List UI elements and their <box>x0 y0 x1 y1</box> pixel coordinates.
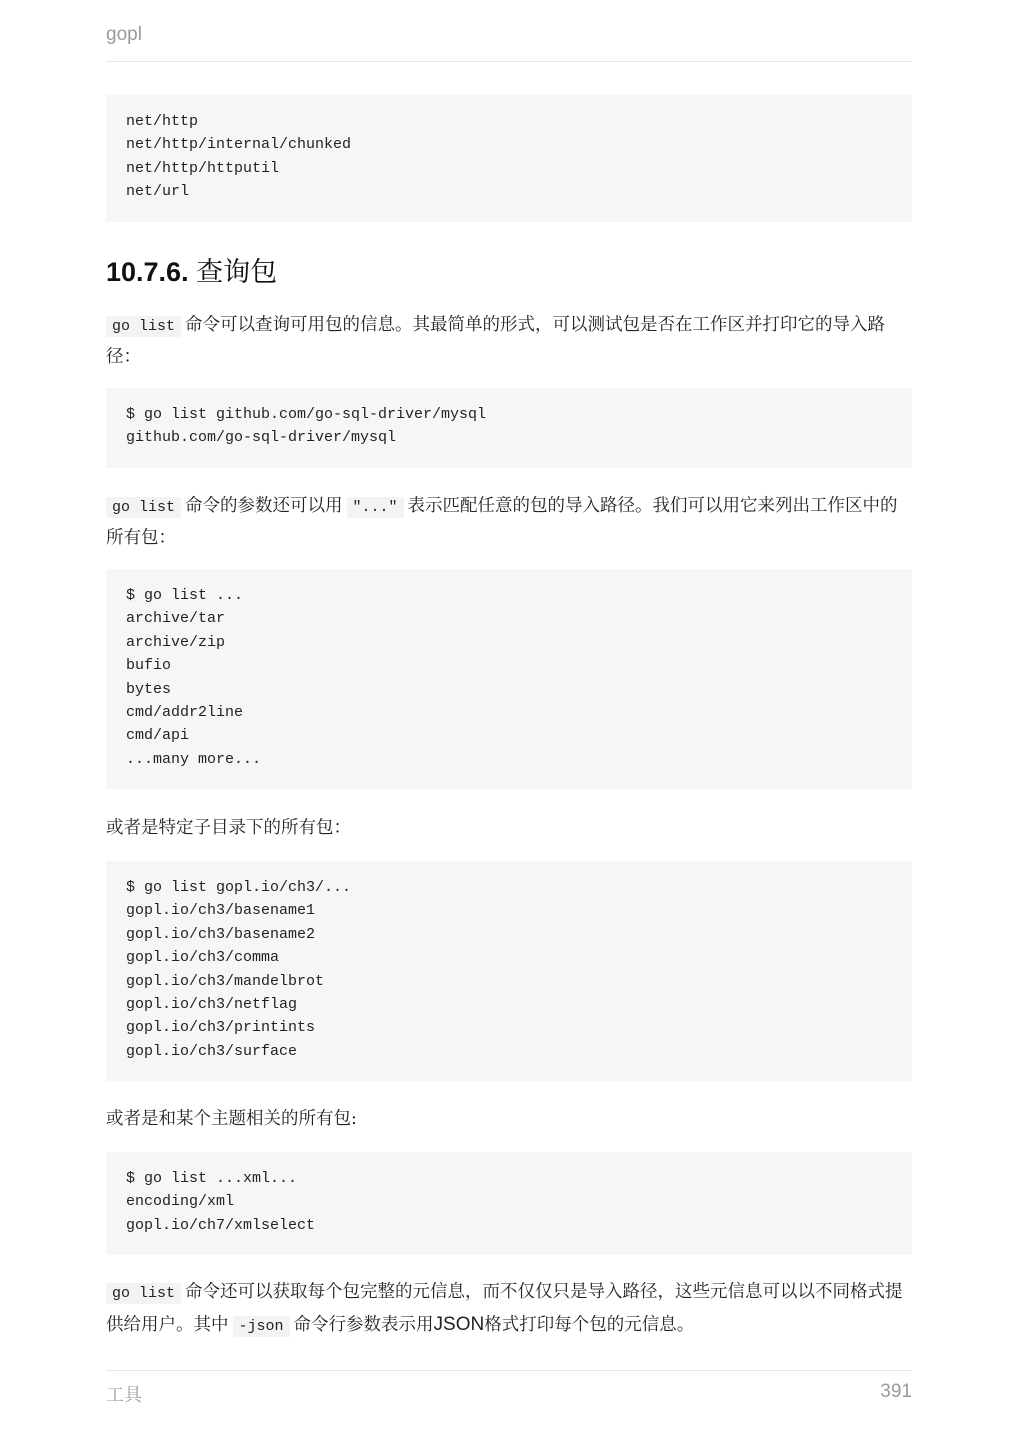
paragraph-subdirectory <box>106 813 912 844</box>
code-line: cmd/addr2line <box>126 703 244 721</box>
code-line: net/url <box>126 183 190 201</box>
code-line: gopl.io/ch7/xmlselect <box>126 1216 316 1234</box>
inline-code: go list <box>106 497 181 518</box>
paragraph-wildcard <box>106 491 912 554</box>
paragraph-text: 或者是特定子目录下的所有包： <box>106 818 351 838</box>
code-line: ...many more... <box>126 750 262 768</box>
code-block-package-list <box>106 95 912 222</box>
paragraph-text: 命令可以查询可用包的信息。其最简单的形式，可以测试包是否在工作区并打印它的导入路径： <box>106 315 886 367</box>
code-line: net/http/httputil <box>126 159 280 177</box>
code-line: archive/zip <box>126 633 226 651</box>
paragraph-text: 命令还可以获取每个包完整的元信息，而不仅仅只是导入路径，这些元信息可以以不同格式提供给用户。其中 <box>106 1282 903 1335</box>
paragraph-topic <box>106 1104 912 1135</box>
code-line: net/http/internal/chunked <box>126 136 352 154</box>
inline-code: "..." <box>347 497 404 518</box>
code-line: gopl.io/ch3/mandelbrot <box>126 972 325 990</box>
inline-code: go list <box>106 316 181 337</box>
code-line: $ go list gopl.io/ch3/... <box>126 879 352 896</box>
code-line: gopl.io/ch3/surface <box>126 1042 298 1060</box>
code-block-xml <box>106 1152 912 1255</box>
paragraph-metadata <box>106 1277 912 1342</box>
code-line: gopl.io/ch3/netflag <box>126 995 298 1013</box>
paragraph-text-latin: JSON <box>433 1314 485 1335</box>
code-line: archive/tar <box>126 610 226 628</box>
code-line: net/http <box>126 113 199 130</box>
code-block-all-packages <box>106 569 912 789</box>
code-line: gopl.io/ch3/basename2 <box>126 925 316 943</box>
running-header <box>106 24 912 62</box>
code-line: bytes <box>126 680 172 698</box>
code-block-ch3 <box>106 861 912 1081</box>
code-line: encoding/xml <box>126 1193 235 1211</box>
code-line: $ go list ... <box>126 587 244 604</box>
inline-code: go list <box>106 1283 181 1304</box>
code-line: $ go list github.com/go-sql-driver/mysql <box>126 406 487 423</box>
code-line: github.com/go-sql-driver/mysql <box>126 429 397 447</box>
running-footer <box>106 1370 912 1407</box>
code-line: gopl.io/ch3/basename1 <box>126 902 316 920</box>
code-block-mysql <box>106 388 912 468</box>
paragraph-text: 格式打印每个包的元信息。 <box>484 1315 695 1335</box>
paragraph-text: 或者是和某个主题相关的所有包: <box>106 1109 357 1129</box>
paragraph-intro <box>106 310 912 373</box>
paragraph-text: 表示匹配任意的包的导入路径。我们可以用它来列出工作区中的所有包： <box>106 496 898 548</box>
paragraph-text: 命令的参数还可以用 <box>185 496 343 516</box>
section-number: 10.7.6. <box>106 257 189 287</box>
chapter-name: 工具 <box>106 1385 142 1406</box>
code-line: bufio <box>126 657 172 675</box>
code-line: cmd/api <box>126 727 190 745</box>
inline-code: -json <box>233 1316 290 1337</box>
book-title: gopl <box>106 24 142 45</box>
code-line: gopl.io/ch3/printints <box>126 1019 316 1037</box>
code-line: gopl.io/ch3/comma <box>126 949 280 967</box>
page-number: 391 <box>880 1381 912 1402</box>
code-line: $ go list ...xml... <box>126 1170 298 1187</box>
section-title: 查询包 <box>196 257 278 288</box>
paragraph-text: 命令行参数表示用 <box>293 1315 434 1335</box>
section-heading <box>106 250 277 289</box>
